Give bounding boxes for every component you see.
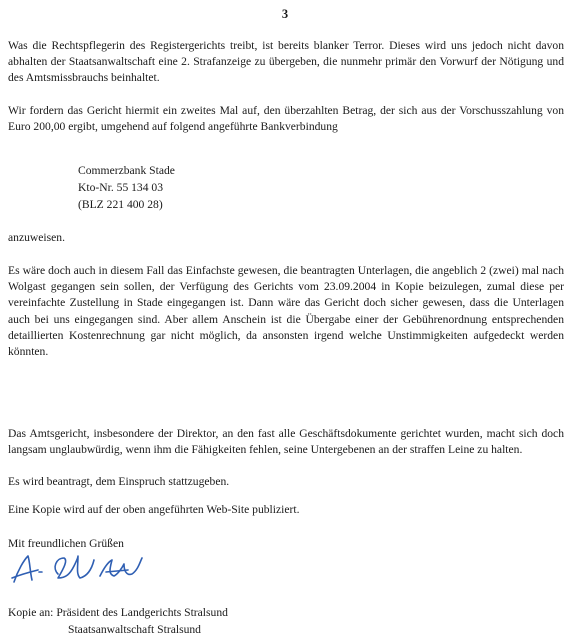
copy-recipient-1 (8, 604, 228, 621)
paragraph-website: Eine Kopie wird auf der oben angeführten Web-Site publiziert. (8, 503, 300, 516)
signature-image (8, 548, 158, 590)
paragraph-documents: Es wäre doch auch in diesem Fall das Einfachste gewesen, die beantragten Unterlagen, die angeblich 2 (zwei) mal nach Wolgast gegangen sein sollen, der Verfügung des Gerichts vom 23.09.2004 in Kopie beizulegen, zumal diese per vereinfachte Zustellung in Stade eingegangen ist. Dann wäre das Gericht doch sicher gewesen, dass die Unterlagen auch bei uns eingegangen sind. Aber allem Anschein ist die Übergabe einer der Gebührenordnung entsprechenden detaillierten Kostenrechnung gar nicht möglich, da ansonsten irgend welche Unstimmigkeiten aufgedeckt werden könnten. (8, 264, 564, 359)
recipient-staatsanwaltschaft: Staatsanwaltschaft Stralsund (68, 623, 201, 636)
bank-name: Commerzbank Stade (78, 164, 175, 177)
paragraph-terror: Was die Rechtspflegerin des Registergerichts treibt, ist bereits blanker Terror. Dieses wird uns jedoch nicht davon abhalten der Staatsanwaltschaft eine 2. Strafanzeige zu übergeben, die nunmehr primär den Vorwurf der Nötigung und des Amtsmissbrauchs beinhaltet. (8, 39, 564, 85)
closing-greeting: Mit freundlichen Grüßen (8, 537, 124, 550)
copies-label: Kopie an: (8, 606, 54, 619)
bank-code: (BLZ 221 400 28) (78, 198, 163, 211)
paragraph-anzuweisen: anzuweisen. (8, 231, 65, 244)
paragraph-refund-request: Wir fordern das Gericht hiermit ein zweites Mal auf, den überzahlten Betrag, der sich aus der Vorschusszahlung von Euro 200,00 ergibt, umgehend auf folgend angeführte Bankverbindung (8, 104, 564, 134)
page-number: 3 (281, 7, 289, 21)
paragraph-appeal: Es wird beantragt, dem Einspruch stattzugeben. (8, 475, 230, 488)
copies-block (8, 604, 228, 638)
handwritten-signature (8, 548, 158, 595)
bank-account: Kto-Nr. 55 134 03 (78, 181, 164, 194)
paragraph-court-director: Das Amtsgericht, insbesondere der Direktor, an den fast alle Geschäftsdokumente gerichtet wurden, macht sich doch langsam unglaubwürdig, wenn ihm die Fähigkeiten fehlen, seine Untergebenen an der straffen Leine zu halten. (8, 427, 564, 457)
bank-details (78, 162, 175, 213)
recipient-landgericht: Präsident des Landgerichts Stralsund (56, 606, 228, 619)
